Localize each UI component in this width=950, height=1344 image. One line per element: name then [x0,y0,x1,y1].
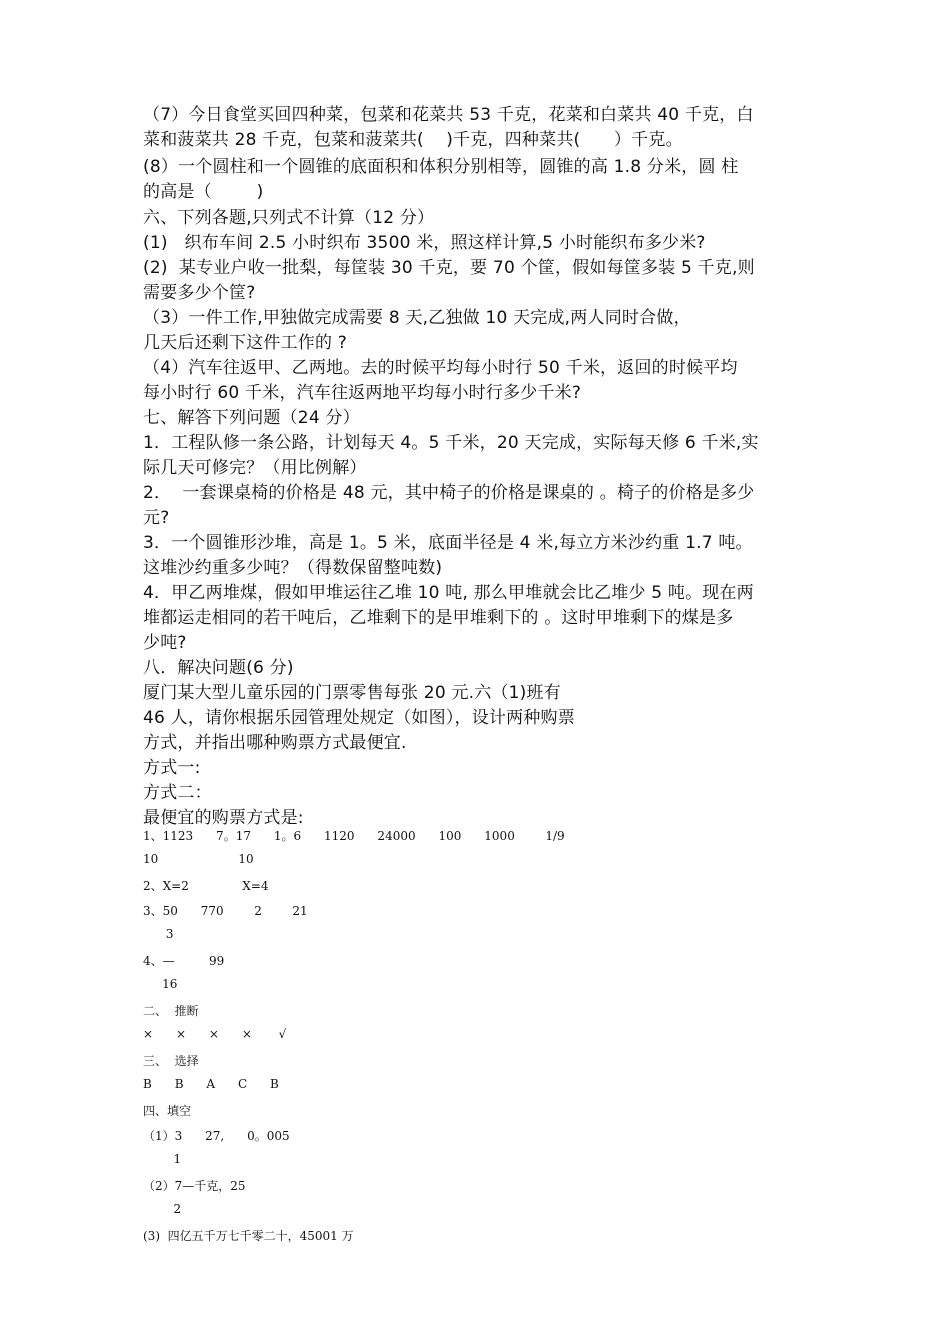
answer-line-6: 4、— 99 [143,954,225,968]
answer-line-1: 1、1123 7。17 1。6 1120 24000 100 1000 1/9 [143,829,565,843]
question-line-18: 3．一个圆锥形沙堆，高是 1。5 米，底面半径是 4 米,每立方米沙约重 1.7 吨。 [143,533,753,553]
question-line-19: 这堆沙约重多少吨？（得数保留整吨数) [143,558,443,578]
question-line-24: 厦门某大型儿童乐园的门票零售每张 20 元.六（1)班有 [143,683,561,703]
question-line-11: （4）汽车往返甲、乙两地。去的时候平均每小时行 50 千米，返回的时候平均 [143,358,738,378]
question-line-15: 际几天可修完？（用比例解） [143,458,367,478]
question-line-27: 方式一: [143,758,201,778]
question-line-7: (2) 某专业户收一批梨，每筐装 30 千克，要 70 个筐，假如每筐多装 5 千克,则 [143,258,755,278]
question-line-17: 元? [143,508,170,528]
answer-line-15: （2）7—千克，25 [143,1179,246,1193]
question-line-4: 的高是（ ) [143,182,264,202]
question-line-29: 最便宜的购票方式是: [143,808,304,828]
question-line-3: (8）一个圆柱和一个圆锥的底面积和体积分别相等，圆锥的高 1.8 分米，圆 柱 [143,157,739,177]
question-line-21: 堆都运走相同的若干吨后，乙堆剩下的是甲堆剩下的 。这时甲堆剩下的煤是多 [143,608,734,628]
question-line-10: 几天后还剩下这件工作的 ? [143,333,348,353]
answer-line-4: 3、50 770 2 21 [143,904,308,918]
answer-line-2: 10 10 [143,852,254,866]
question-line-28: 方式二： [143,783,212,803]
question-line-12: 每小时行 60 千米，汽车往返两地平均每小时行多少千米? [143,383,582,403]
question-line-23: 八．解决问题(6 分) [143,658,294,678]
question-line-16: 2． 一套课桌椅的价格是 48 元，其中椅子的价格是课桌的 。椅子的价格是多少 [143,483,755,503]
question-line-9: （3）一件工作,甲独做完成需要 8 天,乙独做 10 天完成,两人同时合做， [143,308,691,328]
question-line-1: （7）今日食堂买回四种菜，包菜和花菜共 53 千克，花菜和白菜共 40 千克，白 [143,105,754,125]
question-line-13: 七、解答下列问题（24 分） [143,408,360,428]
answer-line-17: (3) 四亿五千万七千零二十，45001 万 [143,1229,354,1243]
question-line-14: 1．工程队修一条公路，计划每天 4。5 千米，20 天完成，实际每天修 6 千米,实 [143,433,759,453]
question-line-26: 方式，并指出哪种购票方式最便宜. [143,733,407,753]
answer-line-9: × × × × √ [143,1027,287,1041]
question-line-20: 4．甲乙两堆煤，假如甲堆运往乙堆 10 吨, 那么甲堆就会比乙堆少 5 吨。现在两 [143,583,754,603]
question-line-6: (1) 织布车间 2.5 小时织布 3500 米，照这样计算,5 小时能织布多少米? [143,233,706,253]
answer-line-16: 2 [143,1202,182,1216]
question-line-5: 六、下列各题,只列式不计算（12 分） [143,208,435,228]
answer-line-10: 三、 选择 [143,1054,199,1068]
answer-line-14: 1 [143,1152,182,1166]
answer-line-11: B B A C B [143,1077,279,1091]
question-line-25: 46 人，请你根据乐园管理处规定（如图），设计两种购票 [143,708,575,728]
question-line-8: 需要多少个筐? [143,283,256,303]
answer-line-7: 16 [143,977,178,991]
question-line-22: 少吨? [143,633,187,653]
question-line-2: 菜和菠菜共 28 千克，包菜和菠菜共( )千克，四种菜共( ）千克。 [143,130,683,150]
answer-line-12: 四、填空 [143,1104,192,1118]
answer-line-8: 二、 推断 [143,1004,199,1018]
answer-line-5: 3 [143,927,174,941]
answer-line-3: 2、X=2 X=4 [143,879,269,893]
answer-line-13: （1）3 27, 0。005 [143,1129,290,1143]
